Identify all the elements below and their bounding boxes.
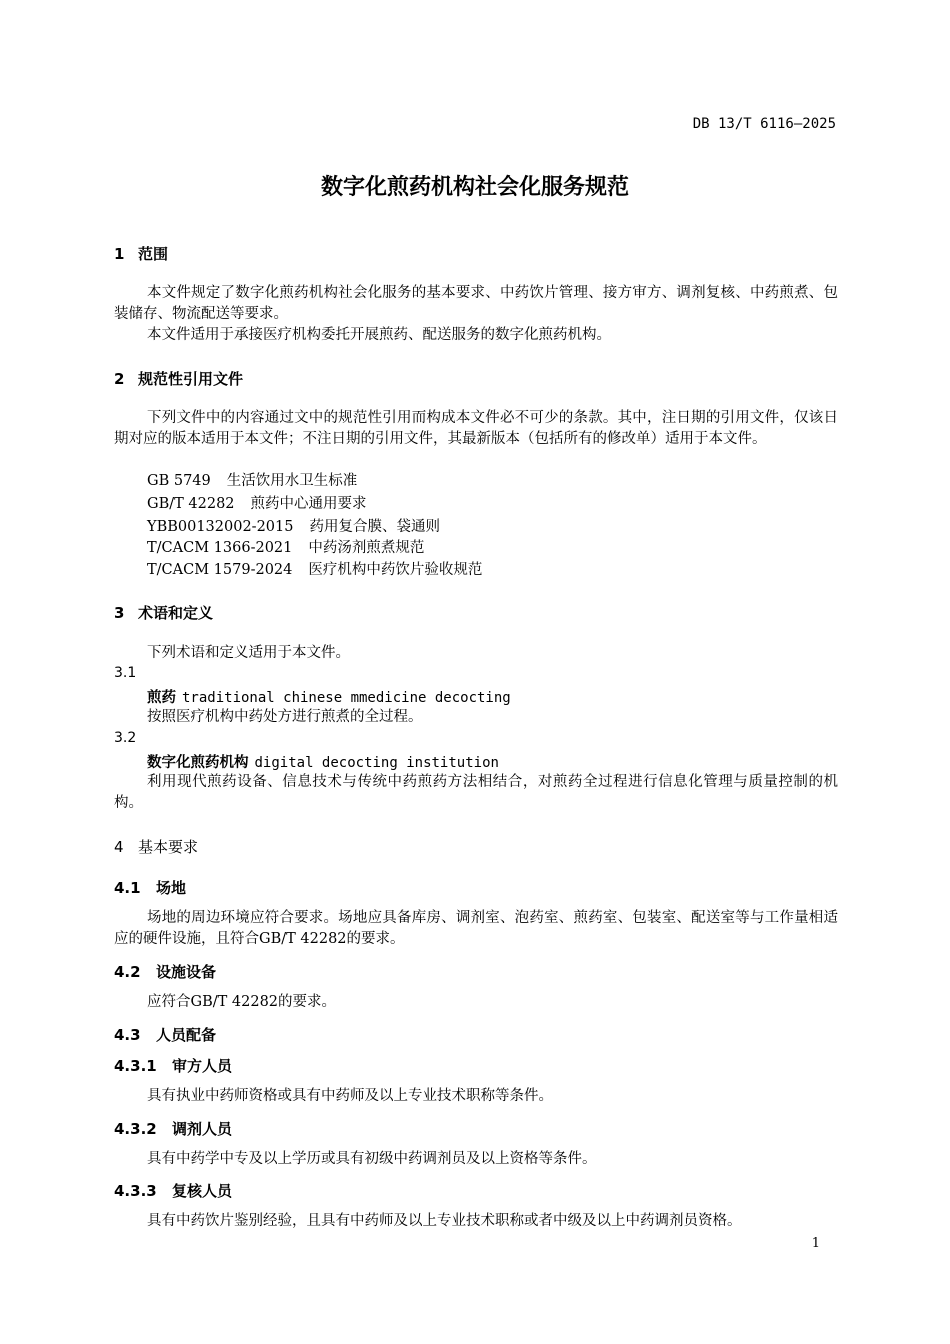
section-4-heading	[114, 836, 198, 857]
page-number: 1	[811, 1236, 820, 1251]
term-definition: 按照医疗机构中药处方进行煎煮的全过程。	[147, 709, 423, 725]
reference-name: 生活饮用水卫生标准	[226, 473, 358, 489]
section-number: 2	[114, 370, 125, 388]
term-definition: 利用现代煎药设备、信息技术与传统中药煎药方法相结合，对煎药全过程进行信息化管理与质量控制的机构。	[114, 774, 838, 811]
section-number: 4.1	[114, 879, 141, 897]
reference-item	[147, 494, 367, 515]
reference-code: T/CACM 1366-2021	[147, 540, 293, 556]
term-number: 3.2	[114, 730, 137, 746]
dispenser-paragraph: 具有中药学中专及以上学历或具有初级中药调剂员及以上资格等条件。	[147, 1151, 597, 1167]
section-number: 1	[114, 245, 125, 263]
term-chinese: 数字化煎药机构	[147, 755, 249, 771]
reference-name: 药用复合膜、袋通则	[309, 519, 440, 535]
document-title: 数字化煎药机构社会化服务规范	[320, 175, 629, 200]
subsection-4-3-2-heading	[114, 1118, 232, 1139]
reference-code: T/CACM 1579-2024	[147, 562, 293, 578]
section-number: 4.3.2	[114, 1120, 157, 1138]
section-title: 调剂人员	[172, 1120, 233, 1138]
section-number: 4.3	[114, 1026, 141, 1044]
term-english: traditional chinese mmedicine decocting	[182, 690, 511, 706]
section-title: 复核人员	[172, 1182, 233, 1200]
terms-intro: 下列术语和定义适用于本文件。	[147, 645, 350, 661]
document-id: DB 13/T 6116—2025	[692, 116, 836, 132]
reference-item	[147, 538, 424, 559]
section-title: 范围	[138, 245, 169, 263]
section-title: 设施设备	[156, 963, 217, 981]
section-2-heading	[114, 368, 243, 389]
reviewer-paragraph: 具有执业中药师资格或具有中药师及以上专业技术职称等条件。	[147, 1088, 553, 1104]
term-number: 3.1	[114, 665, 137, 681]
section-3-heading	[114, 602, 213, 623]
reference-code: YBB00132002-2015	[147, 519, 294, 535]
term-entry	[147, 751, 499, 772]
reference-item	[147, 517, 440, 538]
section-number: 4.3.1	[114, 1057, 157, 1075]
subsection-4-3-3-heading	[114, 1180, 232, 1201]
checker-paragraph: 具有中药饮片鉴别经验，且具有中药师及以上专业技术职称或者中级及以上中药调剂员资格。	[147, 1213, 742, 1229]
reference-code: GB 5749	[147, 473, 211, 489]
section-title: 人员配备	[156, 1026, 217, 1044]
section-title: 术语和定义	[138, 604, 214, 622]
subsection-4-3-1-heading	[114, 1055, 232, 1076]
site-paragraph: 场地的周边环境应符合要求。场地应具备库房、调剂室、泡药室、煎药室、包装室、配送室等与工作量相适应的硬件设施，且符合GB/T 42282的要求。	[114, 910, 838, 947]
section-number: 4.3.3	[114, 1182, 157, 1200]
section-number: 4.2	[114, 963, 141, 981]
section-1-heading	[114, 243, 168, 264]
subsection-4-2-heading	[114, 961, 216, 982]
section-title: 场地	[156, 879, 187, 897]
reference-item	[147, 560, 482, 581]
scope-paragraph-2: 本文件适用于承接医疗机构委托开展煎药、配送服务的数字化煎药机构。	[147, 327, 611, 343]
section-title: 基本要求	[138, 838, 199, 856]
scope-paragraph-1: 本文件规定了数字化煎药机构社会化服务的基本要求、中药饮片管理、接方审方、调剂复核、中药煎煮、包装储存、物流配送等要求。	[114, 285, 838, 322]
normative-references-paragraph: 下列文件中的内容通过文中的规范性引用而构成本文件必不可少的条款。其中，注日期的引用文件，仅该日期对应的版本适用于本文件；不注日期的引用文件，其最新版本（包括所有的修改单）适用于本文件。	[114, 410, 838, 447]
reference-name: 中药汤剂煎煮规范	[308, 540, 425, 556]
reference-name: 医疗机构中药饮片验收规范	[308, 562, 483, 578]
reference-name: 煎药中心通用要求	[250, 496, 367, 512]
subsection-4-3-heading	[114, 1024, 216, 1045]
reference-code: GB/T 42282	[147, 496, 235, 512]
section-title: 审方人员	[172, 1057, 233, 1075]
section-number: 3	[114, 604, 125, 622]
term-entry	[147, 686, 511, 707]
term-english: digital decocting institution	[254, 755, 499, 771]
reference-item	[147, 471, 357, 492]
subsection-4-1-heading	[114, 877, 186, 898]
equipment-paragraph: 应符合GB/T 42282的要求。	[147, 994, 337, 1010]
term-chinese: 煎药	[147, 690, 176, 706]
section-title: 规范性引用文件	[138, 370, 244, 388]
section-number: 4	[114, 838, 124, 856]
